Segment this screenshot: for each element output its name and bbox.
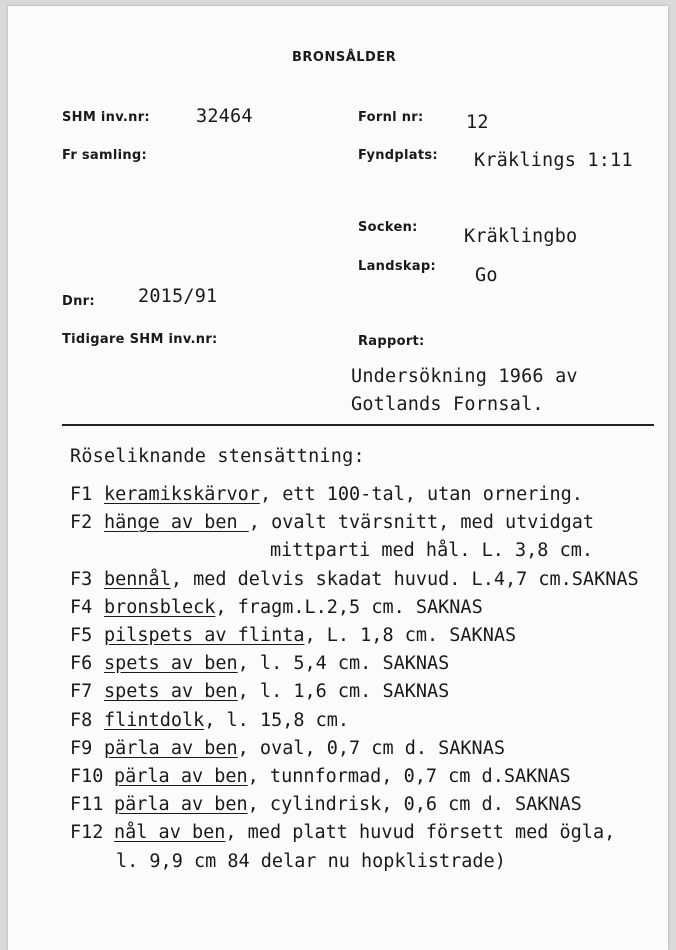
item-name: pärla av ben	[114, 766, 248, 787]
rapport-label: Rapport:	[358, 334, 425, 349]
list-item	[270, 540, 593, 561]
item-name: bronsbleck	[104, 596, 216, 618]
item-description: , med platt huvud försett med ögla,	[225, 822, 616, 844]
list-item	[70, 653, 449, 674]
rapport-line-1: Undersökning 1966 av	[351, 366, 578, 387]
list-item	[70, 484, 583, 505]
fornl-label: Fornl nr:	[358, 110, 424, 125]
catalog-card	[8, 6, 668, 950]
item-name: spets av ben	[104, 681, 238, 703]
item-description: , l. 5,4 cm. SAKNAS	[237, 653, 450, 675]
list-item	[70, 794, 582, 815]
item-description: , L. 1,8 cm. SAKNAS	[304, 625, 517, 646]
item-description: , l. 15,8 cm.	[204, 709, 350, 731]
landskap-label: Landskap:	[358, 259, 436, 274]
fyndplats-value: Kräklings 1:11	[474, 150, 633, 171]
item-number: F5	[70, 625, 93, 646]
item-description: l. 9,9 cm 84 delar nu hopklistrade)	[116, 850, 506, 872]
section-intro: Röseliknande stensättning:	[70, 446, 365, 467]
item-number: F8	[70, 709, 93, 731]
item-description: , tunnformad, 0,7 cm d.SAKNAS	[247, 766, 571, 787]
list-item	[70, 569, 639, 590]
item-description: , l. 1,6 cm. SAKNAS	[237, 681, 450, 703]
item-description: , fragm.L.2,5 cm. SAKNAS	[215, 596, 483, 618]
item-name: hänge av ben	[104, 512, 249, 534]
fr-samling-label: Fr samling:	[62, 148, 148, 163]
item-description: , cylindrisk, 0,6 cm d. SAKNAS	[247, 794, 582, 816]
item-number: F2	[70, 512, 93, 534]
item-number: F9	[70, 737, 93, 759]
socken-label: Socken:	[358, 220, 418, 235]
item-name: pärla av ben	[114, 794, 248, 816]
list-item	[70, 681, 449, 702]
item-description: , oval, 0,7 cm d. SAKNAS	[237, 737, 505, 759]
fornl-value: 12	[466, 112, 489, 133]
divider-line	[62, 424, 654, 426]
list-item	[70, 597, 483, 618]
list-item	[70, 822, 615, 843]
list-item	[70, 710, 349, 731]
shm-inv-value: 32464	[196, 106, 253, 127]
list-item	[70, 625, 516, 646]
item-number: F4	[70, 596, 93, 618]
list-item	[70, 766, 571, 787]
page-title: BRONSÅLDER	[292, 50, 397, 65]
socken-value: Kräklingbo	[464, 226, 578, 247]
item-number: F1	[70, 484, 93, 505]
list-item	[116, 851, 506, 872]
item-number: F12	[70, 822, 104, 844]
item-description: , ovalt tvärsnitt, med utvidgat	[248, 512, 595, 534]
item-number: F6	[70, 653, 93, 675]
item-name: pilspets av flinta	[104, 625, 305, 646]
item-number: F7	[70, 681, 93, 703]
item-name: flintdolk	[104, 709, 205, 731]
item-description: , med delvis skadat huvud. L.4,7 cm.SAKNAS	[170, 568, 639, 590]
item-description: , ett 100-tal, utan ornering.	[259, 484, 583, 505]
item-number: F3	[70, 568, 93, 590]
dnr-value: 2015/91	[138, 286, 218, 307]
item-name: bennål	[104, 568, 171, 590]
list-item	[70, 512, 594, 533]
item-name: keramikskärvor	[104, 484, 260, 505]
item-number: F10	[70, 766, 104, 787]
tidigare-label: Tidigare SHM inv.nr:	[62, 332, 218, 347]
fyndplats-label: Fyndplats:	[358, 148, 438, 163]
shm-inv-label: SHM inv.nr:	[62, 110, 150, 125]
item-description: mittparti med hål. L. 3,8 cm.	[270, 540, 594, 562]
item-name: nål av ben	[114, 822, 226, 844]
item-name: pärla av ben	[104, 737, 238, 759]
item-name: spets av ben	[104, 653, 238, 675]
landskap-value: Go	[475, 265, 498, 286]
rapport-line-2: Gotlands Fornsal.	[351, 394, 544, 415]
dnr-label: Dnr:	[62, 294, 95, 309]
item-number: F11	[70, 794, 104, 816]
list-item	[70, 738, 505, 759]
